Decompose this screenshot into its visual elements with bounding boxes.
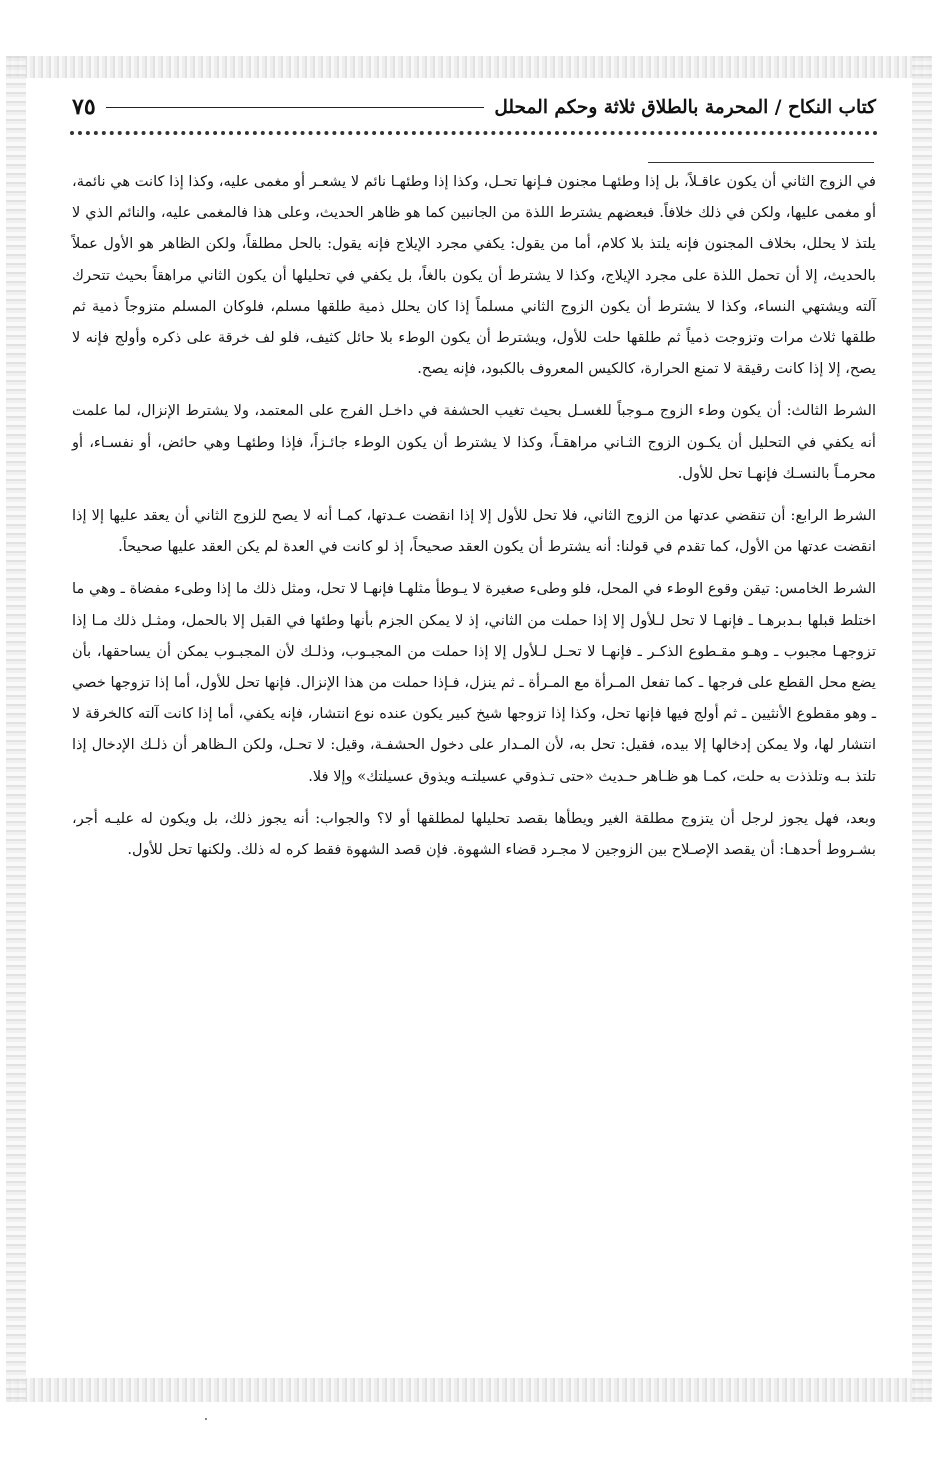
- paragraph-condition-5: الشرط الخامس: تيقن وقوع الوطء في المحل، فلو وطىء صغيرة لا يـوطأ مثلهـا فإنهـا لا تحل، ومثل ذلك ما إذا وطىء مفضاة ـ وهي ما اختلط قبلها بـدبرهـا ـ فإنهـا لا تحل لـلأول إلا إذا حملت من الثاني، إذ لا يمكن الجزم بأنها وطئها في القبل إلا بالحمل، ومثـل ذلك مـا إذا تزوجهـا مجبوب ـ وهـو مقـطوع الذكـر ـ فإنهـا لا تحـل لـلأول إلا إذا حملت من المجبـوب، وذلـك لأن المجبـوب يمكن أن يساحقها، بأن يضع محل القطع على فرجها ـ كما تفعل المـرأة مع المـرأة ـ ثم ينزل، فـإذا حملت من هذا الإنزال. فإنها تحل للأول، أما إذا تزوجها خصي ـ وهو مقطوع الأنثيين ـ ثم أولج فيها فإنها تحل، وكذا إذا تزوجها شيخ كبير يكون عنده نوع انتشار، فإنه يكفي، أما إذا كانت آلته كالخرقة لا انتشار لها، ولا يمكن إدخالها إلا بيده، فقيل: تحل به، لأن المـدار على دخول الحشفـة، وقيل: لا تحـل، ولكن الـظاهر أن ذلـك الإدخال إذا تلتذ بـه وتلذذت به حلت، كمـا هو ظـاهر حـديث «حتى تـذوقي عسيلتـه ويذوق عسيلتك» وإلا فلا.: [72, 580, 876, 785]
- ornamental-border-top: [6, 56, 932, 78]
- header-title: كتاب النكاح / المحرمة بالطلاق ثلاثة وحكم المحلل: [494, 96, 876, 118]
- paragraph-condition-3: الشرط الثالث: أن يكون وطء الزوج مـوجباً للغسـل بحيث تغيب الحشفة في داخـل الفرج على المعتمد، ولا يشترط الإنزال، لما علمت أنه يكفي في التحليل أن يكـون الزوج الثـاني مراهقـاً، وكذا لا يشترط أن يكون الوطء جائـزاً، فإذا وطئهـا وهي حائض، أو نفسـاء، أو محرمـاً بالنسـك فإنهـا تحل للأول.: [72, 402, 876, 482]
- paragraph-ruling: وبعد، فهل يجوز لرجل أن يتزوج مطلقة الغير ويطأها بقصد تحليلها لمطلقها أو لا؟ والجواب: أنه يجوز ذلك، بل ويكون له عليـه أجر، بشـروط أحدهـا: أن يقصد الإصـلاح بين الزوجين لا مجـرد قضاء الشهوة. فإن قصد الشهوة فقط كره له ذلك. ولكنها تحل للأول.: [72, 809, 876, 859]
- header-rule: [106, 107, 485, 108]
- paragraph-1: في الزوج الثاني أن يكون عاقـلاً، بل إذا وطئهـا مجنون فـإنها تحـل، وكذا إذا وطئهـا نائم لا يشعـر أو مغمى عليه، وكذا إذا كانت هي نائمة، أو مغمى عليها، ولكن في ذلك خلافاً. فبعضهم يشترط اللذة من الجانبين كما هو ظاهر الحديث، وعلى هذا فالمغمى عليه، والنائم الذي لا يلتذ لا يحلل، بخلاف المجنون فإنه يلتذ بلا كلام، أما من يقول: يكفي مجرد الإيلاج فإنه يقول: بالحل مطلقاً، ولكن الظاهر هو الأول عملاً بالحديث، إلا أن تحمل اللذة على مجرد الإيلاج، وكذا لا يشترط أن يكون بالغاً، بل يكفي في تحليلها أن يكون الثاني مراهقاً بحيث تتحرك آلته ويشتهي النساء، وكذا لا يشترط أن يكون الزوج الثاني مسلماً إذا كان يحلل ذمية طلقها مسلم، فلوكان المسلم متزوجاً ذمية ثم طلقها ثلاث مرات وتزوجت ذمياً ثم طلقها حلت للأول، ويشترط أن يكون الوطء بلا حائل كثيف، فلو لف خرقة على ذكره وأولج فإنه لا يصح، إلا إذا كانت رقيقة لا تمنع الحرارة، كالكيس المعروف بالكبود، فإنه يصح.: [72, 173, 876, 378]
- paragraph-condition-4: الشرط الرابع: أن تنقضي عدتها من الزوج الثاني، فلا تحل للأول إلا إذا انقضت عـدتها، كمـا أنه لا يصح للزوج الثاني أن يعقد عليها إلا إذا انقضت عدتها من الأول، كما تقدم في قولنا: أنه يشترط أن يكون العقد صحيحاً، إذ لو كانت في العدة لم يكن العقد عليها صحيحاً.: [72, 507, 877, 556]
- running-header: [72, 92, 876, 122]
- scan-speck: [205, 1418, 207, 1420]
- ornamental-border-left: [6, 56, 26, 1402]
- ornamental-border-bottom: [6, 1378, 932, 1402]
- page-body: [72, 166, 876, 865]
- page-number: ٧٥: [72, 94, 96, 119]
- text-start-rule: [648, 162, 874, 163]
- ornamental-border-right: [912, 56, 932, 1402]
- dotted-divider: [70, 131, 878, 151]
